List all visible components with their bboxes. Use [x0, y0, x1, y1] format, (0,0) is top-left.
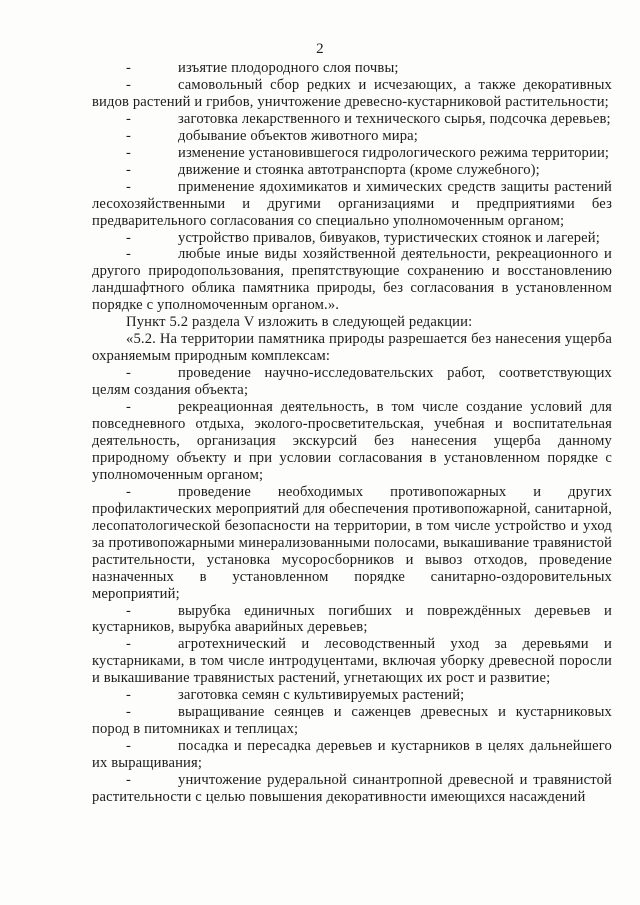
paragraph: Пункт 5.2 раздела V изложить в следующей редакции:: [126, 314, 473, 331]
list-item: [92, 246, 612, 314]
list-item: [92, 687, 612, 704]
paragraph-text: заготовка семян с культивируемых растений;: [178, 687, 465, 704]
paragraph-text: уничтожение рудеральной синантропной древесной и травянистой растительности с целью повышения декоративности имеющихся насаждений: [92, 772, 612, 805]
list-item: [92, 179, 612, 230]
paragraph: «5.2. На территории памятника природы разрешается без нанесения ущерба охраняемым природным комплексам:: [92, 331, 612, 365]
paragraph-text: движение и стоянка автотранспорта (кроме служебного);: [178, 161, 540, 178]
list-dash: -: [126, 178, 132, 195]
paragraph-text: изъятие плодородного слоя почвы;: [178, 60, 399, 76]
list-item: [92, 365, 612, 399]
list-item: [92, 484, 612, 603]
paragraph-text: любые иные виды хозяйственной деятельности, рекреационного и другого природопользования, препятствующие сохранению и восстановлению ландшафтного облика памятника природы, без согласования в установленном порядке с уполномоченным органом.».: [92, 246, 612, 314]
document-body: [92, 60, 612, 806]
list-dash: -: [126, 602, 132, 619]
list-dash: -: [126, 127, 132, 144]
list-dash: -: [126, 144, 132, 161]
list-dash: -: [126, 365, 132, 382]
list-dash: -: [126, 76, 132, 93]
paragraph-text: рекреационная деятельность, в том числе создание условий для повседневного отдыха, эколого-просветительская, учебная и воспитательная деятельность, организация экскурсий без нанесения ущерба данному природному объекту и при условии согласования в установленном порядке с уполномоченным органом;: [92, 399, 612, 483]
list-dash: -: [126, 772, 132, 789]
paragraph-text: агротехнический и лесоводственный уход за деревьями и кустарниками, в том числе интродуцентами, включая уборку древесной поросли и выкашивание травянистых растений, угнетающих их рост и развитие;: [92, 636, 612, 687]
list-item: [92, 704, 612, 738]
list-dash: -: [126, 704, 132, 721]
list-dash: -: [126, 399, 132, 416]
list-item: [92, 128, 612, 145]
paragraph-text: заготовка лекарственного и технического сырья, подсочка деревьев;: [178, 110, 611, 127]
paragraph-text: изменение установившегося гидрологического режима территории;: [178, 144, 610, 161]
paragraph-text: выращивание сеянцев и саженцев древесных и кустарниковых пород в питомниках и теплицах;: [92, 704, 612, 738]
list-item: [92, 230, 612, 247]
list-item: [92, 399, 612, 484]
page-number: 2: [316, 41, 324, 57]
list-item: [92, 145, 612, 162]
list-dash: -: [126, 738, 132, 755]
list-item: [92, 77, 612, 111]
list-dash: -: [126, 60, 132, 76]
list-item: [92, 636, 612, 687]
list-item: [92, 738, 612, 772]
list-item: [92, 772, 612, 806]
paragraph-text: добывание объектов животного мира;: [178, 127, 418, 144]
list-dash: -: [126, 246, 132, 263]
paragraph-text: устройство привалов, бивуаков, туристических стоянок и лагерей;: [178, 229, 600, 246]
list-item: [92, 162, 612, 179]
paragraph-text: проведение необходимых противопожарных и других профилактических мероприятий для обеспечения противопожарной, санитарной, лесопатологической безопасности на территории, в том числе устройство и уход за противопожарными минерализованными полосами, выкашивание травянистой растительности, установка мусоросборников и вывоз отходов, проведение назначенных в установленном порядке санитарно-оздоровительных мероприятий;: [92, 483, 612, 602]
paragraph-text: проведение научно-исследовательских работ, соответствующих целям создания объекта;: [92, 365, 612, 399]
list-dash: -: [126, 636, 132, 653]
paragraph-text: посадка и пересадка деревьев и кустарников в целях дальнейшего их выращивания;: [92, 738, 612, 772]
list-dash: -: [126, 229, 132, 246]
list-dash: -: [126, 110, 132, 127]
list-item: [92, 111, 612, 128]
list-item: [92, 603, 612, 637]
paragraph-text: самовольный сбор редких и исчезающих, а также декоративных видов растений и грибов, уничтожение древесно-кустарниковой растительности;: [92, 76, 612, 110]
list-item: [92, 60, 612, 77]
paragraph-text: вырубка единичных погибших и повреждённых деревьев и кустарников, вырубка аварийных деревьев;: [92, 602, 612, 636]
list-dash: -: [126, 161, 132, 178]
paragraph-text: применение ядохимикатов и химических средств защиты растений лесохозяйственными и другими организациями и предприятиями без предварительного согласования со специально уполномоченным органом;: [92, 178, 612, 229]
list-dash: -: [126, 483, 132, 500]
list-dash: -: [126, 687, 132, 704]
